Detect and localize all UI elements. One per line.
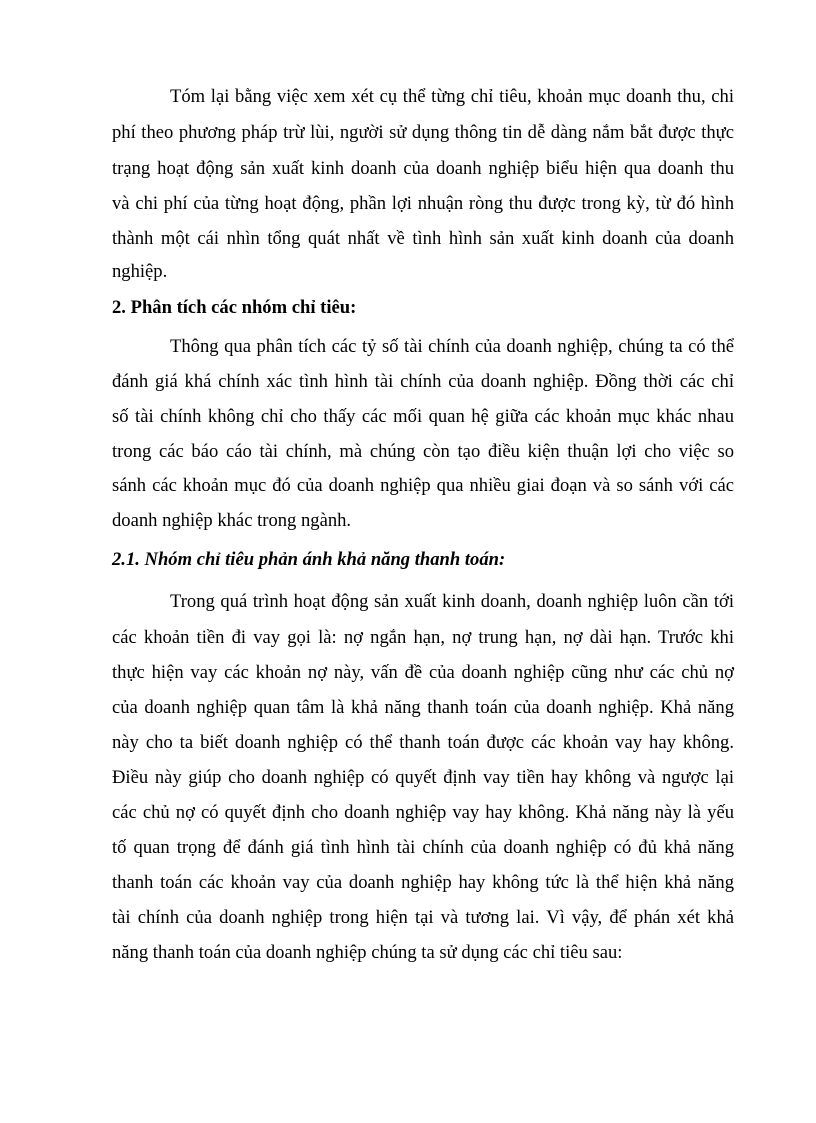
paragraph-3-line: tố quan trọng để đánh giá tình hình tài chính của doanh nghiệp có đủ khả năng: [112, 837, 734, 858]
paragraph-3-line: Trong quá trình hoạt động sản xuất kinh doanh, doanh nghiệp luôn cần tới: [170, 591, 734, 612]
section-heading: 2. Phân tích các nhóm chỉ tiêu:: [112, 297, 357, 318]
paragraph-2-line: số tài chính không chỉ cho thấy các mối quan hệ giữa các khoản mục khác nhau: [112, 406, 734, 427]
paragraph-3-line: các khoản tiền đi vay gọi là: nợ ngắn hạn, nợ trung hạn, nợ dài hạn. Trước khi: [112, 627, 734, 648]
paragraph-1-line: nghiệp.: [112, 261, 168, 282]
paragraph-3-line: của doanh nghiệp quan tâm là khả năng thanh toán của doanh nghiệp. Khả năng: [112, 697, 734, 718]
paragraph-1-line: Tóm lại bằng việc xem xét cụ thể từng chỉ tiêu, khoản mục doanh thu, chi: [170, 86, 734, 107]
subsection-heading: 2.1. Nhóm chỉ tiêu phản ánh khả năng thanh toán:: [112, 549, 506, 570]
paragraph-3-line: Điều này giúp cho doanh nghiệp có quyết định vay tiền hay không và ngược lại: [112, 767, 734, 788]
paragraph-2-line: trong các báo cáo tài chính, mà chúng còn tạo điều kiện thuận lợi cho việc so: [112, 441, 734, 462]
paragraph-2-line: doanh nghiệp khác trong ngành.: [112, 510, 352, 531]
paragraph-2-line: Thông qua phân tích các tỷ số tài chính của doanh nghiệp, chúng ta có thể: [170, 336, 734, 357]
paragraph-1-line: phí theo phương pháp trừ lùi, người sử dụng thông tin dễ dàng nắm bắt được thực: [112, 122, 734, 143]
paragraph-1-line: trạng hoạt động sản xuất kinh doanh của doanh nghiệp biểu hiện qua doanh thu: [112, 158, 734, 179]
paragraph-3-line: thực hiện vay các khoản nợ này, vấn đề của doanh nghiệp cũng như các chủ nợ: [112, 662, 734, 683]
paragraph-2-line: sánh các khoản mục đó của doanh nghiệp qua nhiều giai đoạn và so sánh với các: [112, 475, 734, 496]
paragraph-3-line: các chủ nợ có quyết định cho doanh nghiệp vay hay không. Khả năng này là yếu: [112, 802, 734, 823]
paragraph-3-line: năng thanh toán của doanh nghiệp chúng ta sử dụng các chỉ tiêu sau:: [112, 942, 623, 963]
paragraph-3-line: thanh toán các khoản vay của doanh nghiệp hay không tức là thể hiện khả năng: [112, 872, 734, 893]
paragraph-3-line: tài chính của doanh nghiệp trong hiện tại và tương lai. Vì vậy, để phán xét khả: [112, 907, 734, 928]
paragraph-3-line: này cho ta biết doanh nghiệp có thể thanh toán được các khoản vay hay không.: [112, 732, 734, 753]
paragraph-1-line: và chi phí của từng hoạt động, phần lợi nhuận ròng thu được trong kỳ, từ đó hình: [112, 193, 734, 214]
paragraph-1-line: thành một cái nhìn tổng quát nhất về tình hình sản xuất kinh doanh của doanh: [112, 228, 734, 249]
paragraph-2-line: đánh giá khá chính xác tình hình tài chính của doanh nghiệp. Đồng thời các chỉ: [112, 371, 734, 392]
